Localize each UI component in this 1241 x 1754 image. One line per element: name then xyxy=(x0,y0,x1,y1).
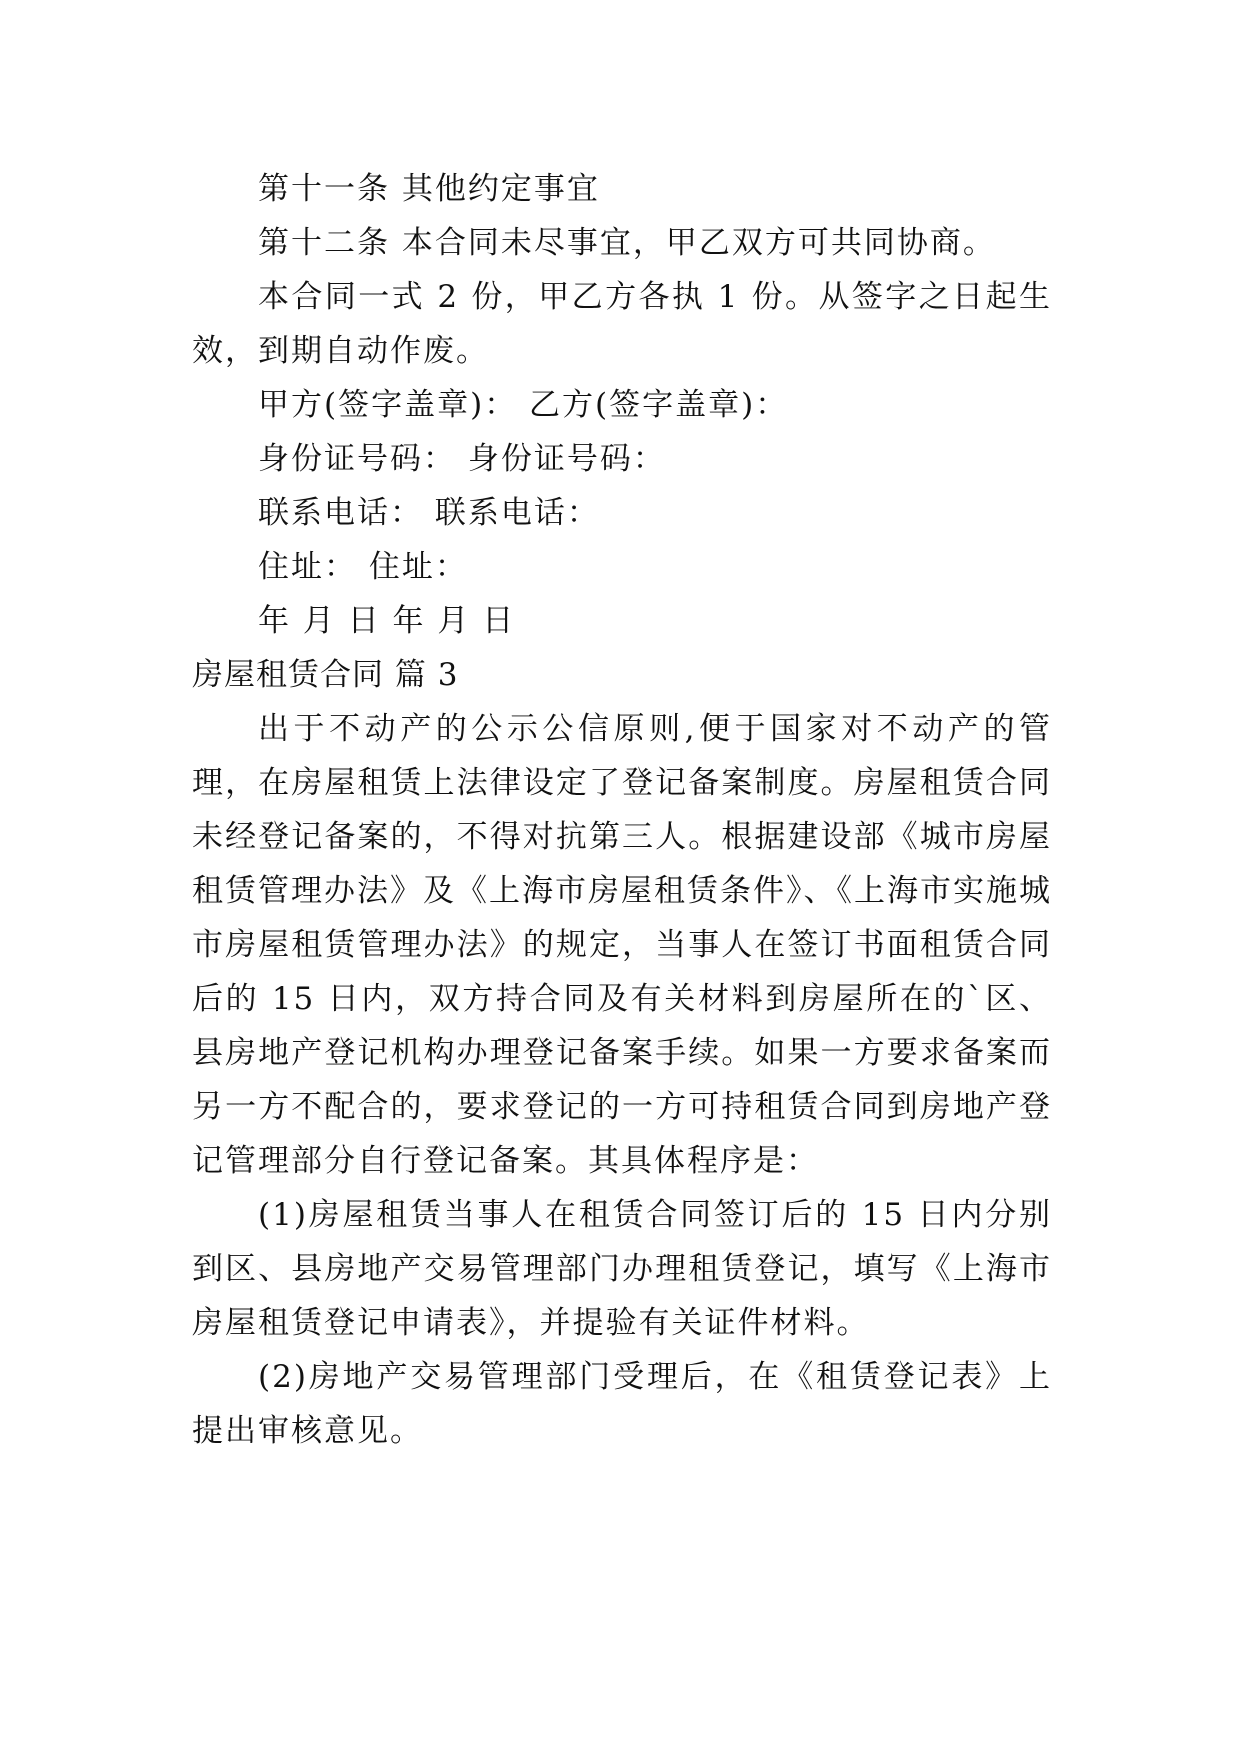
copies-clause: 本合同一式 2 份，甲乙方各执 1 份。从签字之日起生效，到期自动作废。 xyxy=(192,279,1052,369)
procedure-step-1: (1)房屋租赁当事人在租赁合同签订后的 15 日内分别到区、县房地产交易管理部门办理租赁登记，填写《上海市房屋租赁登记申请表》，并提验有关证件材料。 xyxy=(192,1197,1052,1341)
date-line: 年 月 日 年 月 日 xyxy=(258,603,516,639)
procedure-step-2: (2)房地产交易管理部门受理后，在《租赁登记表》上提出审核意见。 xyxy=(192,1359,1052,1449)
document-body xyxy=(192,162,1052,1458)
registration-paragraph: 出于不动产的公示公信原则,便于国家对不动产的管理，在房屋租赁上法律设定了登记备案制度。房屋租赁合同未经登记备案的，不得对抗第三人。根据建设部《城市房屋租赁管理办法》及《上海市房屋租赁条件》、《上海市实施城市房屋租赁管理办法》的规定，当事人在签订书面租赁合同后的 15 日内，双方持合同及有关材料到房屋所在的`区、县房地产登记机构办理登记备案手续。如果一方要求备案而另一方不配合的，要求登记的一方可持租赁合同到房地产登记管理部分自行登记备案。其具体程序是： xyxy=(192,711,1052,1179)
id-number-line: 身份证号码： 身份证号码： xyxy=(258,441,666,477)
address-line: 住址： 住址： xyxy=(258,549,468,585)
clause-12: 第十二条 本合同未尽事宜，甲乙双方可共同协商。 xyxy=(258,225,996,261)
phone-line: 联系电话： 联系电话： xyxy=(258,495,600,531)
section-title: 房屋租赁合同 篇 3 xyxy=(192,657,459,693)
signature-line: 甲方(签字盖章)： 乙方(签字盖章)： xyxy=(258,387,789,423)
clause-11: 第十一条 其他约定事宜 xyxy=(258,171,600,207)
